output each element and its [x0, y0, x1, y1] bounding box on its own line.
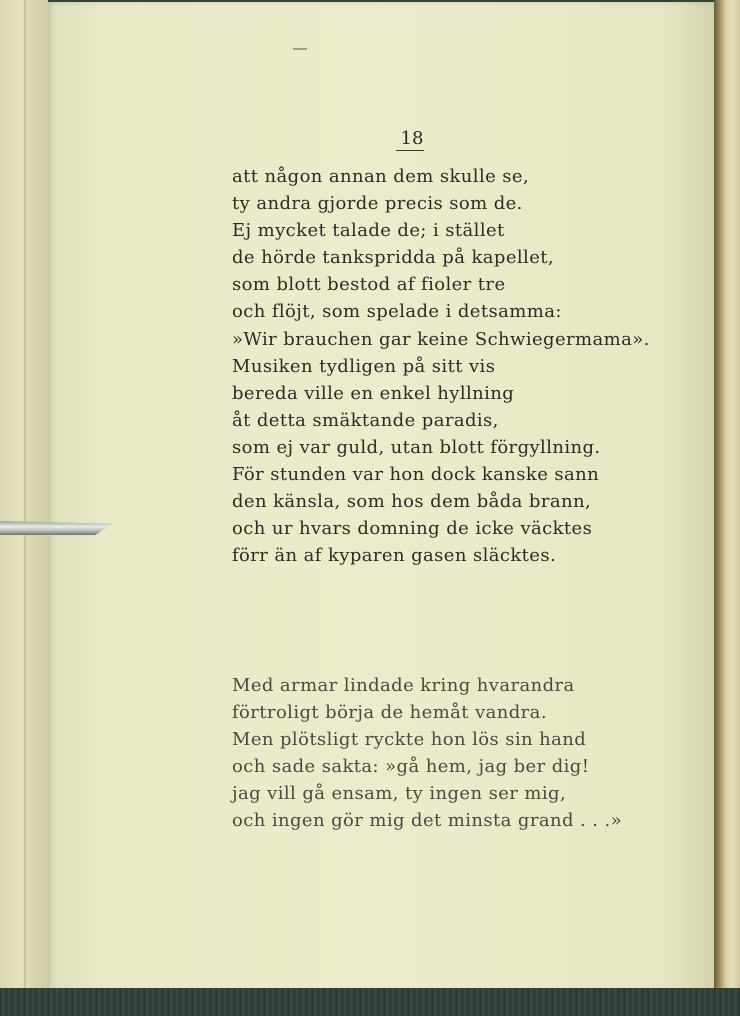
poem-line: Musiken tydligen på sitt vis — [232, 355, 496, 377]
page-number-underline — [396, 150, 424, 151]
poem-line: och flöjt, som spelade i detsamma: — [232, 301, 562, 323]
poem-line: den känsla, som hos dem båda brann, — [232, 491, 592, 513]
poem-line: de hörde tankspridda på kapellet, — [232, 247, 555, 269]
poem-line: Med armar lindade kring hvarandra — [232, 675, 575, 696]
poem-line: och ur hvars domning de icke väcktes — [232, 518, 593, 540]
page-number: 18 — [400, 128, 424, 149]
poem-line: bereda ville en enkel hyllning — [232, 382, 515, 404]
poem-line: åt detta smäktande paradis, — [232, 409, 499, 431]
right-page-edges — [714, 0, 740, 1006]
table-cloth — [0, 988, 740, 1016]
stanza-2 — [232, 672, 622, 835]
poem-line: och ingen gör mig det minsta grand . . .» — [232, 810, 623, 832]
left-page-edge — [0, 0, 48, 1004]
poem-line: ty andra gjorde precis som de. — [232, 193, 523, 215]
poem-line: att någon annan dem skulle se, — [232, 166, 530, 187]
poem-line: Men plötsligt ryckte hon lös sin hand — [232, 729, 587, 751]
stanza-1 — [232, 163, 650, 569]
poem-line: förtroligt börja de hemåt vandra. — [232, 702, 547, 724]
poem-line: förr än af kyparen gasen släcktes. — [232, 545, 557, 567]
poem-line: som ej var guld, utan blott förgyllning. — [232, 436, 601, 458]
poem-line: som blott bestod af fioler tre — [232, 274, 506, 296]
poem-line: jag vill gå ensam, ty ingen ser mig, — [232, 783, 567, 805]
poem-line: Ej mycket talade de; i stället — [232, 220, 505, 242]
poem-line: och sade sakta: »gå hem, jag ber dig! — [232, 756, 590, 778]
poem-line: »Wir brauchen gar keine Schwiegermama». — [232, 328, 650, 350]
poem-line: För stunden var hon dock kanske sann — [232, 464, 600, 486]
ink-mark — [293, 48, 307, 50]
